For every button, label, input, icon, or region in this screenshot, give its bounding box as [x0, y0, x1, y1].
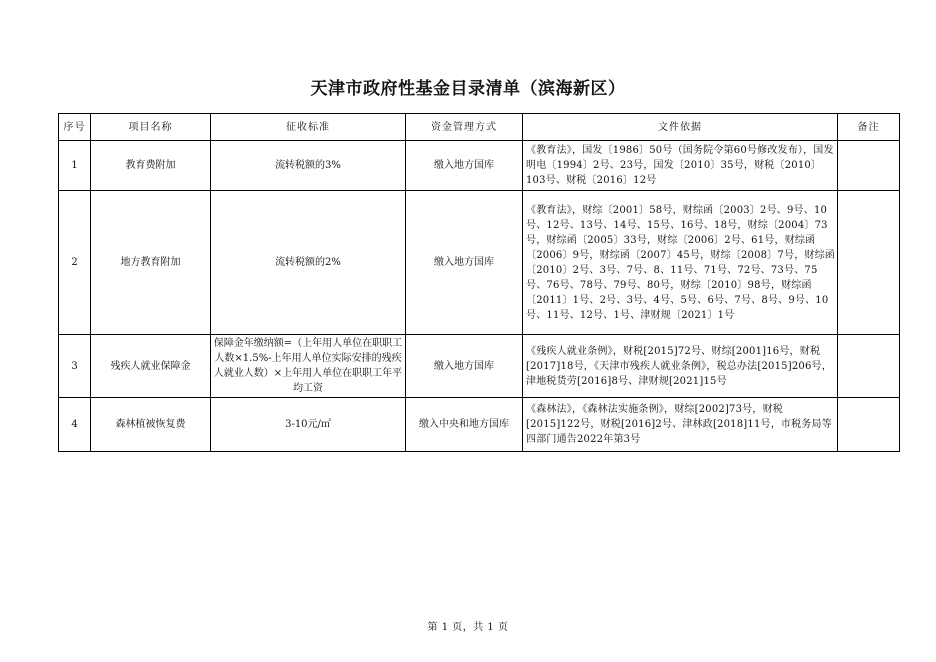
- cell-name: 教育费附加: [91, 141, 211, 191]
- cell-no: 3: [59, 335, 91, 398]
- cell-standard: 保障金年缴纳额=（上年用人单位在职职工人数×1.5%-上年用人单位实际安排的残疾人就业人数）×上年用人单位在职职工年平均工资: [211, 335, 406, 398]
- cell-management: 缴入地方国库: [406, 191, 523, 335]
- cell-standard: 流转税额的3%: [211, 141, 406, 191]
- header-management: 资金管理方式: [406, 114, 523, 141]
- header-name: 项目名称: [91, 114, 211, 141]
- page-title: 天津市政府性基金目录清单（滨海新区）: [310, 79, 626, 99]
- cell-management: 缴入地方国库: [406, 335, 523, 398]
- cell-no: 2: [59, 191, 91, 335]
- table-row: [59, 335, 900, 398]
- cell-remark: [838, 335, 900, 398]
- cell-remark: [838, 398, 900, 452]
- header-remark: 备注: [838, 114, 900, 141]
- table-row: [59, 141, 900, 191]
- page-footer: 第 1 页，共 1 页: [427, 622, 509, 633]
- table-row: [59, 398, 900, 452]
- cell-basis: 《残疾人就业条例》，财税[2015]72号、财综[2001]16号，财税[2017]18号，《天津市残疾人就业条例》，税总办法[2015]206号，津地税货劳[2016]8号、津财规[2021]15号: [523, 335, 838, 398]
- cell-basis: 《森林法》，《森林法实施条例》，财综[2002]73号，财税[2015]122号，财税[2016]2号、津林政[2018]11号，市税务局等四部门通告2022年第3号: [523, 398, 838, 452]
- cell-no: 1: [59, 141, 91, 191]
- cell-management: 缴入中央和地方国库: [406, 398, 523, 452]
- fund-catalog-table: [58, 113, 900, 452]
- cell-no: 4: [59, 398, 91, 452]
- cell-standard: 3-10元/㎡: [211, 398, 406, 452]
- cell-name: 森林植被恢复费: [91, 398, 211, 452]
- header-no: 序号: [59, 114, 91, 141]
- cell-standard: 流转税额的2%: [211, 191, 406, 335]
- table-row: [59, 191, 900, 335]
- cell-management: 缴入地方国库: [406, 141, 523, 191]
- cell-name: 残疾人就业保障金: [91, 335, 211, 398]
- cell-basis: 《教育法》，财综〔2001〕58号，财综函〔2003〕2号、9号、10号、12号、13号、14号、15号、16号、18号，财综〔2004〕73号，财综函〔2005〕33号，财综〔2006〕2号、61号，财综函〔2006〕9号，财综函〔2007〕45号，财综〔2008〕7号，财综函〔2010〕2号、3号、7号、8、11号、71号、72号、73号、75号、76号、78号、79号、80号，财综〔2010〕98号，财综函〔2011〕1号、2号、3号、4号、5号、6号、7号、8号、9号、10号、11号、12号、1号、津财规〔2021〕1号: [523, 191, 838, 335]
- cell-remark: [838, 191, 900, 335]
- cell-basis: 《教育法》，国发〔1986〕50号（国务院令第60号修改发布），国发明电〔1994〕2号、23号，国发〔2010〕35号，财税〔2010〕103号、财税〔2016〕12号: [523, 141, 838, 191]
- cell-remark: [838, 141, 900, 191]
- header-basis: 文件依据: [523, 114, 838, 141]
- table-header-row: [59, 114, 900, 141]
- header-standard: 征收标准: [211, 114, 406, 141]
- cell-name: 地方教育附加: [91, 191, 211, 335]
